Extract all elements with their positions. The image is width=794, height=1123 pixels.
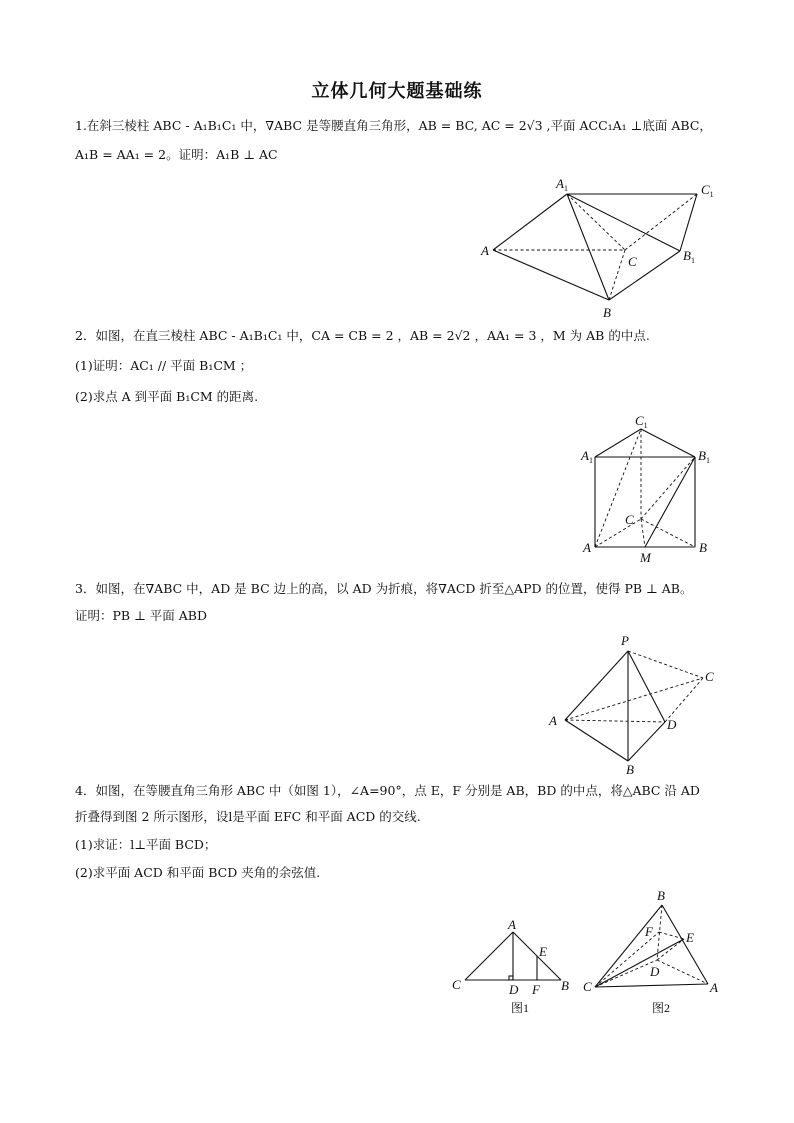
fig4b-label-D: D [650,964,660,979]
problem-2-line-2: (1)证明：AC₁ // 平面 B₁CM ； [75,358,253,373]
fig4b-label-F: F [645,924,653,939]
fig1-label-A: A [481,243,489,258]
fig2-label-B: B [699,540,707,555]
fig4a-label-C: C [452,977,461,992]
figure-3-folded-pyramid [545,628,735,778]
fig3-label-D: D [667,717,677,732]
figure-1-caption: 图1 [511,1001,530,1015]
fig1-label-B: B [603,305,611,320]
page-title: 立体几何大题基础练 [311,81,483,102]
fig3-label-C: C [705,669,714,684]
fig4b-label-C: C [583,979,592,994]
fig1-label-B1: $B_1$ [683,248,695,265]
figure-1-oblique-prism [478,172,728,322]
figure-2-caption: 图2 [652,1001,671,1015]
problem-1-line-2: A₁B = AA₁ = 2。证明：A₁B ⊥ AC [75,147,278,162]
problem-4-line-3: (1)求证：l⊥平面 BCD； [75,837,217,852]
fig4b-label-A: A [710,980,718,995]
problem-4-line-2: 折叠得到图 2 所示图形，设l是平面 EFC 和平面 ACD 的交线. [75,809,421,824]
figure-2-right-prism [578,412,728,567]
fig4a-label-B: B [561,978,569,993]
fig2-label-A1: $A_1$ [581,448,593,465]
fig3-label-A: A [549,713,557,728]
problem-3-line-2: 证明：PB ⊥ 平面 ABD [75,608,208,623]
fig4a-label-D: D [509,982,519,997]
fig4a-label-A: A [508,917,516,932]
fig2-label-M: M [640,550,651,565]
fig3-label-P: P [621,633,629,648]
fig4b-label-E: E [686,930,694,945]
problem-3-line-1: 3．如图，在∇ABC 中，AD 是 BC 边上的高，以 AD 为折痕，将∇ACD 折至△APD 的位置，使得 PB ⊥ AB。 [75,581,693,596]
problem-4-line-4: (2)求平面 ACD 和平面 BCD 夹角的余弦值. [75,865,321,880]
fig1-label-C1: $C_1$ [701,182,714,199]
fig4a-label-E: E [539,944,547,959]
fig3-label-B: B [626,762,634,777]
problem-2-line-1: 2．如图，在直三棱柱 ABC - A₁B₁C₁ 中，CA = CB = 2 ，AB = 2√2 ，AA₁ = 3 ，M 为 AB 的中点. [75,328,650,343]
fig2-label-C: C [625,512,634,527]
fig2-label-C1: $C_1$ [635,413,648,430]
figure-4-1-triangle [448,915,578,1015]
fig1-label-C: C [628,254,637,269]
fig4a-label-F: F [532,982,540,997]
problem-1-line-1: 1.在斜三棱柱 ABC - A₁B₁C₁ 中，∇ABC 是等腰直角三角形，AB = BC, AC = 2√3 ,平面 ACC₁A₁ ⊥底面 ABC， [75,118,712,133]
fig1-label-A1: $A_1$ [556,176,568,193]
problem-4-line-1: 4．如图，在等腰直角三角形 ABC 中（如图 1），∠A=90°，点 E，F 分别是 AB，BD 的中点，将△ABC 沿 AD [75,783,700,798]
fig2-label-B1: $B_1$ [698,448,710,465]
figure-4-2-folded [578,885,728,1020]
problem-2-line-3: (2)求点 A 到平面 B₁CM 的距离. [75,389,259,404]
fig4b-label-B: B [657,888,665,903]
fig2-label-A: A [583,540,591,555]
